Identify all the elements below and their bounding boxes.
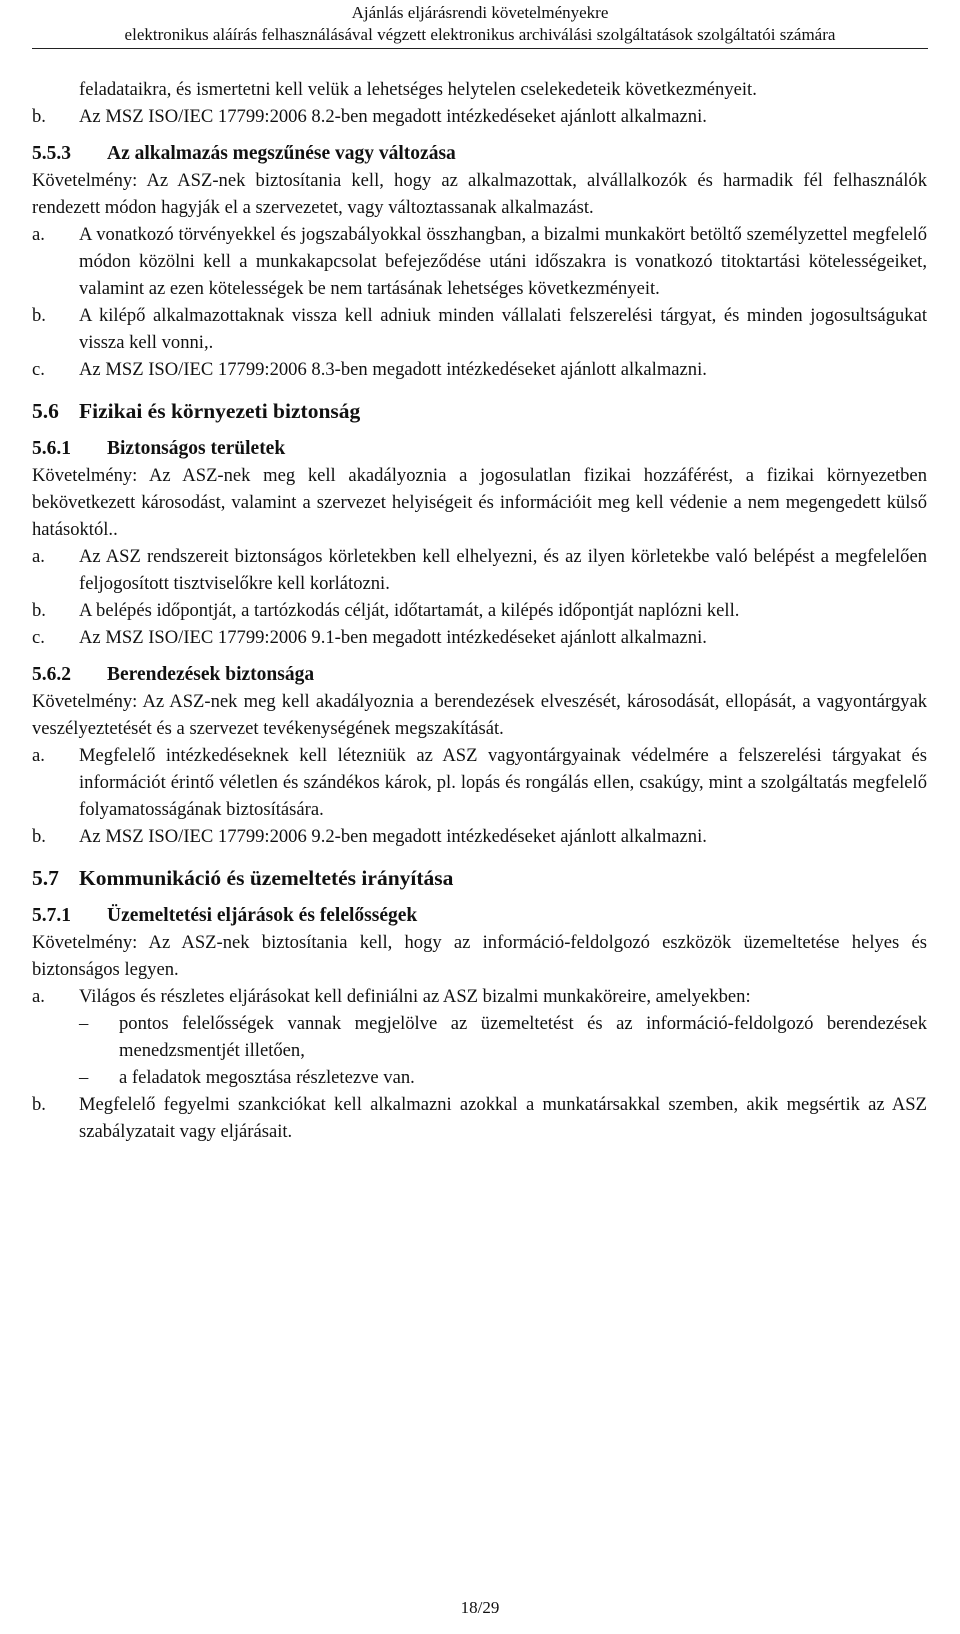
section-title: Az alkalmazás megszűnése vagy változása bbox=[107, 143, 456, 164]
list-item bbox=[32, 624, 927, 651]
dash-item-text: pontos felelősségek vannak megjelölve az üzemeltetést és az információ-feldolgozó berendezések menedzsmentjét illetően, bbox=[119, 1013, 927, 1061]
list-item-text: A belépés időpontját, a tartózkodás célját, időtartamát, a kilépés időpontját naplózni kell. bbox=[79, 600, 740, 621]
list-item bbox=[32, 103, 927, 130]
list-item-text: Világos és részletes eljárásokat kell definiálni az ASZ bizalmi munkaköreire, amelyekben: bbox=[79, 986, 751, 1007]
list-marker: b. bbox=[32, 826, 46, 847]
list-marker: b. bbox=[32, 305, 46, 326]
section-title: Kommunikáció és üzemeltetés irányítása bbox=[79, 866, 454, 890]
requirement-paragraph: Követelmény: Az ASZ-nek meg kell akadályoznia a jogosulatlan fizikai hozzáférést, a fizikai környezetben bekövetkezett károsodást, valamint a szervezet helyiségeit és információit meg kell védenie a nem megengedett külső hatásoktól.. bbox=[32, 465, 927, 540]
list-marker: a. bbox=[32, 546, 45, 567]
list-item bbox=[32, 356, 927, 383]
dash-item bbox=[79, 1064, 927, 1091]
section-number: 5.6.2 bbox=[32, 664, 71, 685]
section-title: Fizikai és környezeti biztonság bbox=[79, 399, 361, 423]
list-item bbox=[32, 742, 927, 823]
list-marker: b. bbox=[32, 106, 46, 127]
dash-item-text: a feladatok megosztása részletezve van. bbox=[119, 1067, 415, 1088]
section-heading-5-5-3 bbox=[32, 140, 927, 167]
list-item-text: Az MSZ ISO/IEC 17799:2006 8.2-ben megadott intézkedéseket ajánlott alkalmazni. bbox=[79, 106, 707, 127]
section-title: Üzemeltetési eljárások és felelősségek bbox=[107, 905, 418, 926]
section-heading-5-6 bbox=[32, 398, 927, 425]
list-item-text: Az MSZ ISO/IEC 17799:2006 8.3-ben megadott intézkedéseket ajánlott alkalmazni. bbox=[79, 359, 707, 380]
section-heading-5-6-1 bbox=[32, 435, 927, 462]
list-item bbox=[32, 1091, 927, 1145]
dash-marker: – bbox=[79, 1013, 89, 1034]
list-marker: a. bbox=[32, 745, 45, 766]
list-item-text: Az MSZ ISO/IEC 17799:2006 9.2-ben megadott intézkedéseket ajánlott alkalmazni. bbox=[79, 826, 707, 847]
list-marker: b. bbox=[32, 600, 46, 621]
list-item-text: Megfelelő intézkedéseknek kell létezniük az ASZ vagyontárgyainak védelmére a felszerelési tárgyakat és információt érintő véletlen és szándékos károk, pl. lopás és rongálás ellen, csakúgy, mint a szolgáltatás megfelelő folyamatosságának biztosítására. bbox=[79, 745, 927, 820]
list-item bbox=[32, 76, 927, 103]
list-marker: b. bbox=[32, 1094, 46, 1115]
section-number: 5.7.1 bbox=[32, 905, 71, 926]
requirement-paragraph: Követelmény: Az ASZ-nek meg kell akadályoznia a berendezések elveszését, károsodását, ellopását, a vagyontárgyak veszélyeztetését és a szervezet tevékenységének megszakítását. bbox=[32, 691, 927, 739]
section-title: Biztonságos területek bbox=[107, 438, 286, 459]
list-marker: a. bbox=[32, 986, 45, 1007]
section-heading-5-7-1 bbox=[32, 902, 927, 929]
list-marker: c. bbox=[32, 627, 45, 648]
dash-marker: – bbox=[79, 1067, 89, 1088]
requirement-paragraph: Követelmény: Az ASZ-nek biztosítania kell, hogy az alkalmazottak, alvállalkozók és harmadik fél felhasználók rendezett módon hagyják el a szervezetet, vagy változtassanak alkalmazást. bbox=[32, 170, 927, 218]
dash-item bbox=[79, 1010, 927, 1064]
section-number: 5.6.1 bbox=[32, 438, 71, 459]
list-item-text: A vonatkozó törvényekkel és jogszabályokkal összhangban, a bizalmi munkakört betöltő személyzettel megfelelő módon közölni kell a munkakapcsolat befejeződése utáni időszakra is vonatkozó titoktartási kötelességeiket, valamint az ezen kötelességek be nem tartásának lehetséges következményeit. bbox=[79, 224, 927, 299]
page-header bbox=[0, 0, 960, 46]
section-number: 5.5.3 bbox=[32, 143, 71, 164]
list-item-text: Az MSZ ISO/IEC 17799:2006 9.1-ben megadott intézkedéseket ajánlott alkalmazni. bbox=[79, 627, 707, 648]
section-number: 5.7 bbox=[32, 866, 59, 890]
list-item-text: A kilépő alkalmazottaknak vissza kell adniuk minden vállalati felszerelési tárgyat, és minden jogosultságukat vissza kell vonni,. bbox=[79, 305, 927, 353]
section-title: Berendezések biztonsága bbox=[107, 664, 315, 685]
list-marker: c. bbox=[32, 359, 45, 380]
section-number: 5.6 bbox=[32, 399, 59, 423]
list-item-text: feladataikra, és ismertetni kell velük a lehetséges helytelen cselekedeteik következményeit. bbox=[79, 79, 757, 100]
list-item bbox=[32, 543, 927, 597]
list-item bbox=[32, 983, 927, 1010]
list-item bbox=[32, 823, 927, 850]
list-marker: a. bbox=[32, 224, 45, 245]
list-item bbox=[32, 221, 927, 302]
list-item-text: Megfelelő fegyelmi szankciókat kell alkalmazni azokkal a munkatársakkal szemben, akik megsértik az ASZ szabályzatait vagy eljárásait. bbox=[79, 1094, 927, 1142]
header-rule bbox=[32, 48, 928, 49]
section-heading-5-6-2 bbox=[32, 661, 927, 688]
list-item bbox=[32, 597, 927, 624]
requirement-paragraph: Követelmény: Az ASZ-nek biztosítania kell, hogy az információ-feldolgozó eszközök üzemeltetése helyes és biztonságos legyen. bbox=[32, 932, 927, 980]
header-subtitle: elektronikus aláírás felhasználásával végzett elektronikus archiválási szolgáltatások szolgáltatói számára bbox=[124, 25, 836, 44]
section-heading-5-7 bbox=[32, 865, 927, 892]
header-title: Ajánlás eljárásrendi követelményekre bbox=[351, 3, 609, 22]
list-item-text: Az ASZ rendszereit biztonságos körletekben kell elhelyezni, és az ilyen körletekbe való belépést a megfelelően feljogosított tisztviselőkre kell korlátozni. bbox=[79, 546, 927, 594]
page-number: 18/29 bbox=[460, 1598, 500, 1617]
document-body bbox=[32, 76, 927, 1145]
list-item bbox=[32, 302, 927, 356]
